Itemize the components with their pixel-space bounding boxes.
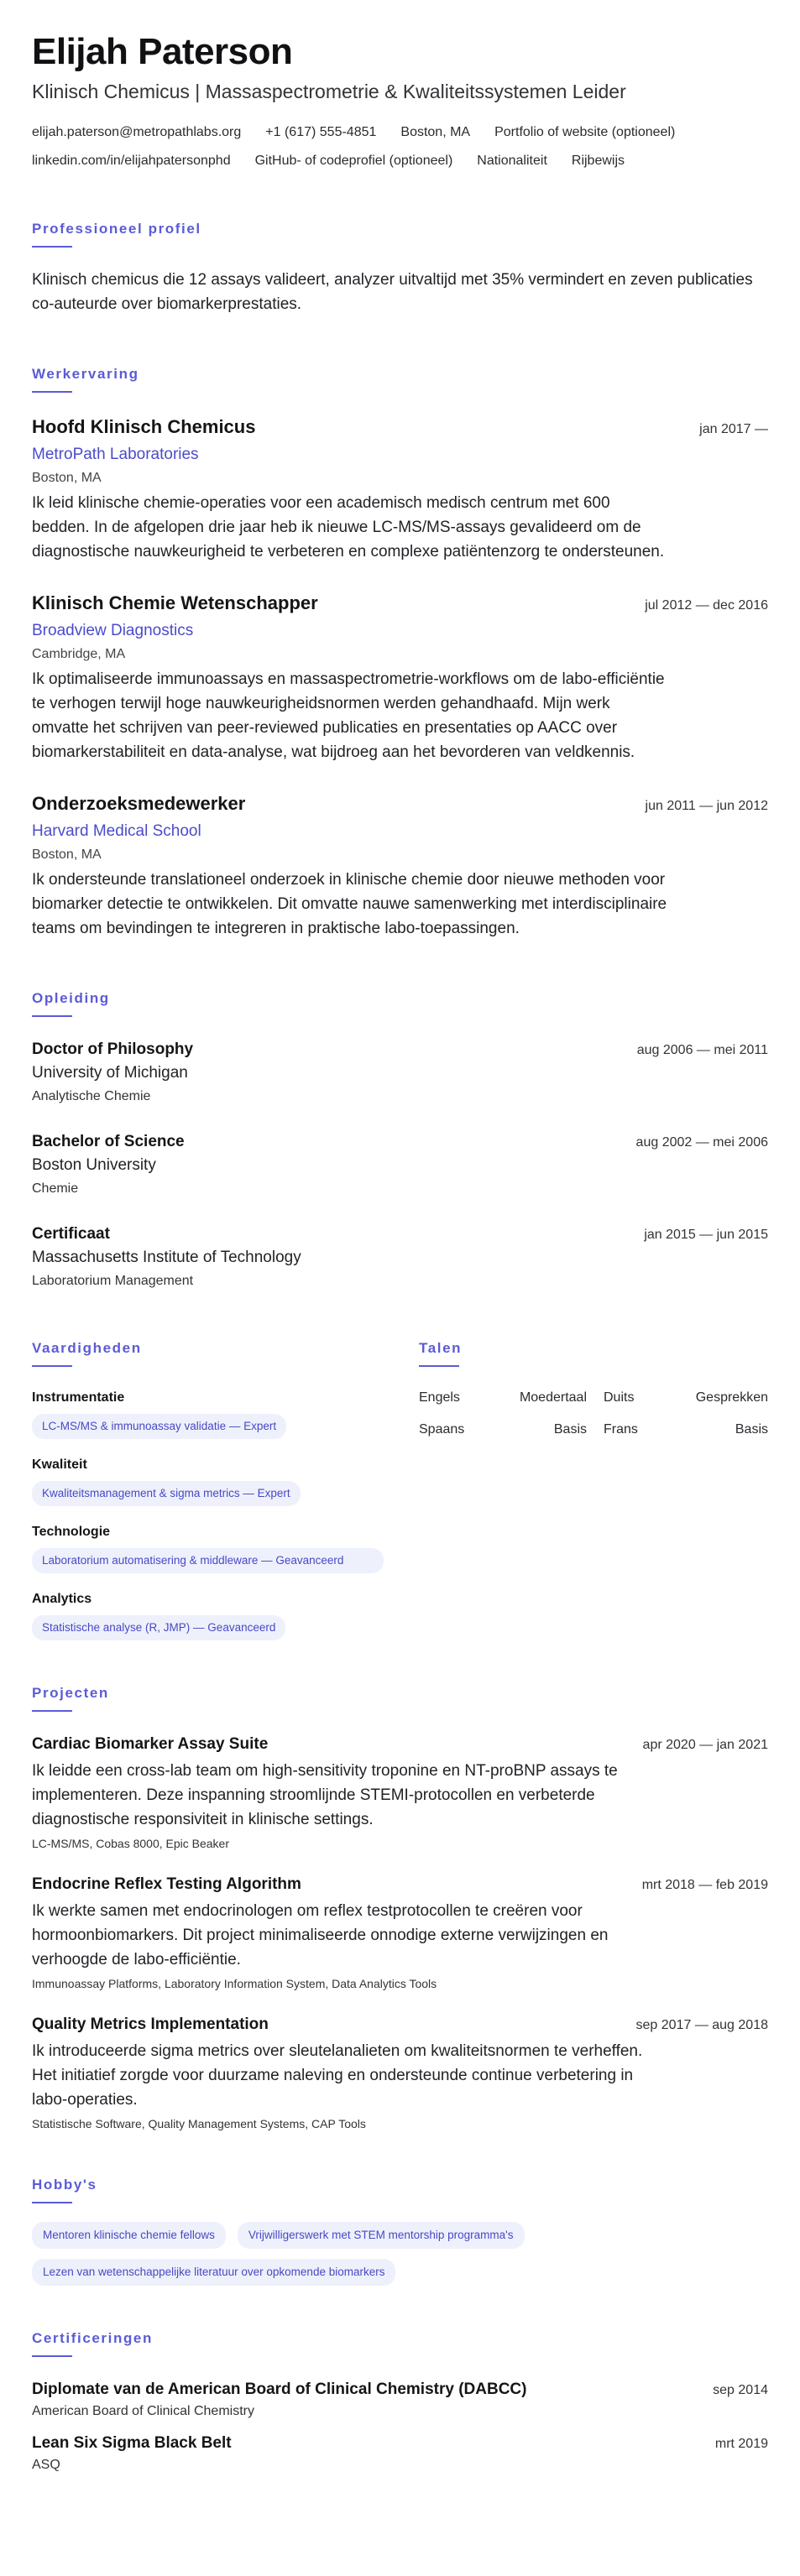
skill-chip: LC-MS/MS & immunoassay validatie — Expert [32,1414,286,1439]
skill-group [32,1590,384,1640]
education-field: Laboratorium Management [32,1274,194,1288]
certification-entry [32,2379,768,2421]
project-date: sep 2017 — aug 2018 [635,2018,768,2032]
section-divider [32,2202,72,2203]
certification-issuer: ASQ [32,2458,60,2472]
project-entry [32,2014,768,2132]
contact-list [32,123,768,171]
education-entry [32,1131,768,1198]
education-date: jan 2015 — jun 2015 [644,1228,768,1242]
education-entry [32,1039,768,1106]
language-name: Engels [419,1390,460,1405]
project-tech: Immunoassay Platforms, Laboratory Information System, Data Analytics Tools [32,1977,437,1990]
skill-group [32,1523,384,1573]
education-section [32,989,768,1291]
skill-group [32,1389,384,1439]
project-tech: Statistische Software, Quality Management Systems, CAP Tools [32,2117,366,2130]
section-divider [32,2355,72,2357]
job-location: Cambridge, MA [32,647,126,661]
section-divider [32,246,72,248]
skill-chip: Statistische analyse (R, JMP) — Geavanceerd [32,1615,285,1640]
certification-title: Diplomate van de American Board of Clinical Chemistry (DABCC) [32,2380,527,2398]
projects-section [32,1684,768,2132]
education-school: Massachusetts Institute of Technology [32,1249,301,1266]
education-degree: Bachelor of Science [32,1133,185,1150]
job-entry [32,791,768,941]
skills-section [32,1339,384,1640]
skills-languages-row [32,1339,768,1640]
language-item [419,1389,593,1407]
resume-header [32,30,768,171]
language-item [419,1421,593,1439]
certification-date: sep 2014 [713,2383,768,2397]
job-company: MetroPath Laboratories [32,446,199,463]
section-divider [32,1015,72,1017]
job-company: Harvard Medical School [32,822,201,840]
contact-email[interactable]: elijah.paterson@metropathlabs.org [32,125,242,139]
certification-date: mrt 2019 [714,2437,768,2451]
job-company: Broadview Diagnostics [32,622,194,639]
education-entry [32,1223,768,1291]
contact-github[interactable]: GitHub- of codeprofiel (optioneel) [254,154,453,168]
job-date: jan 2017 — [699,422,768,436]
contact-phone[interactable]: +1 (617) 555-4851 [265,125,377,139]
education-date: aug 2006 — mei 2011 [636,1043,768,1057]
project-description: Ik leidde een cross-lab team om high-sensitivity troponine en NT-proBNP assays te implementeren. Deze inspanning stroomlijnde STEMI-protocollen en verbeterde diagnostische responsiviteit in klinische settings. [32,1762,618,1828]
job-entry [32,415,768,564]
certification-title: Lean Six Sigma Black Belt [32,2434,232,2452]
candidate-headline: Klinisch Chemicus | Massaspectrometrie & Kwaliteitssystemen Leider [32,81,626,102]
project-title: Quality Metrics Implementation [32,2015,269,2033]
language-level: Gesprekken [695,1390,768,1405]
project-title: Endocrine Reflex Testing Algorithm [32,1875,301,1893]
section-title: Professioneel profiel [32,221,201,237]
project-title: Cardiac Biomarker Assay Suite [32,1735,269,1753]
section-title: Certificeringen [32,2330,153,2346]
job-title: Klinisch Chemie Wetenschapper [32,592,318,613]
section-title: Talen [419,1340,463,1356]
education-school: Boston University [32,1156,156,1174]
job-location: Boston, MA [32,847,102,862]
hobbies-section [32,2176,768,2286]
profile-summary: Klinisch chemicus die 12 assays valideert, analyzer uitvaltijd met 35% vermindert en zeven publicaties co-auteurde over biomarkerprestaties. [32,271,753,313]
project-description: Ik werkte samen met endocrinologen om reflex testprotocollen te creëren voor hormoonbiomarkers. Dit project minimaliseerde onnodige externe verwijzingen en verhoogde de labo-efficiëntie. [32,1902,609,1969]
skill-chip: Kwaliteitsmanagement & sigma metrics — Expert [32,1481,301,1506]
job-date: jul 2012 — dec 2016 [645,598,768,613]
contact-nationality: Nationaliteit [477,154,547,168]
hobby-chip: Mentoren klinische chemie fellows [32,2222,226,2249]
skill-label: Analytics [32,1592,92,1606]
skill-label: Kwaliteit [32,1457,87,1472]
languages-section [419,1339,768,1640]
project-date: apr 2020 — jan 2021 [642,1738,768,1752]
education-degree: Certificaat [32,1225,110,1243]
hobby-chip: Lezen van wetenschappelijke literatuur over opkomende biomarkers [32,2259,395,2286]
job-location: Boston, MA [32,471,102,485]
hobby-list [32,2222,670,2286]
education-date: aug 2002 — mei 2006 [635,1135,768,1150]
section-title: Vaardigheden [32,1340,142,1356]
profile-section [32,220,768,316]
section-title: Projecten [32,1685,109,1701]
language-level: Moedertaal [519,1390,587,1405]
job-title: Hoofd Klinisch Chemicus [32,416,256,437]
certification-entry [32,2433,768,2474]
certifications-section [32,2329,768,2474]
contact-portfolio[interactable]: Portfolio of website (optioneel) [494,125,676,139]
education-field: Chemie [32,1181,79,1196]
section-title: Werkervaring [32,366,139,382]
project-date: mrt 2018 — feb 2019 [641,1878,768,1892]
language-item [593,1389,768,1407]
project-entry [32,1874,768,1992]
skill-group [32,1456,384,1506]
language-name: Frans [604,1422,638,1437]
section-divider [32,1710,72,1712]
job-description: Ik optimaliseerde immunoassays en massaspectrometrie-workflows om de labo-efficiëntie te verhogen terwijl hoge nauwkeurigheidsnormen werden gehandhaafd. Mijn werk omvatte het schrijven van peer-reviewed publicaties en presentaties op AACC over biomarkerstabiliteit en data-analyse, wat bijdroeg aan het bevorderen van veldkennis. [32,670,665,761]
education-degree: Doctor of Philosophy [32,1040,194,1058]
section-title: Opleiding [32,990,110,1006]
section-title: Hobby's [32,2177,97,2193]
job-date: jun 2011 — jun 2012 [645,799,768,813]
language-level: Basis [735,1422,768,1437]
project-tech: LC-MS/MS, Cobas 8000, Epic Beaker [32,1837,229,1850]
language-name: Spaans [419,1422,465,1437]
education-field: Analytische Chemie [32,1089,151,1103]
candidate-name: Elijah Paterson [32,31,293,72]
language-item [593,1421,768,1439]
section-divider [32,391,72,393]
skill-label: Instrumentatie [32,1390,125,1405]
job-title: Onderzoeksmedewerker [32,793,246,814]
job-entry [32,591,768,764]
project-description: Ik introduceerde sigma metrics over sleutelanalieten om kwaliteitsnormen te verheffen. Het initiatief zorgde voor duurzame naleving en ondersteunde continue verbetering in labo-operaties. [32,2042,643,2109]
language-name: Duits [604,1390,635,1405]
job-description: Ik leid klinische chemie-operaties voor een academisch medisch centrum met 600 bedden. In de afgelopen drie jaar heb ik nieuwe LC-MS/MS-assays gevalideerd om de diagnostische nauwkeurigheid te verbeteren en complexe patiëntenzorg te ondersteunen. [32,494,665,561]
section-divider [32,1365,72,1367]
certification-issuer: American Board of Clinical Chemistry [32,2404,254,2418]
project-entry [32,1734,768,1852]
job-description: Ik ondersteunde translationeel onderzoek in klinische chemie door nieuwe methoden voor biomarker detectie te ontwikkelen. Dit omvatte nauwe samenwerking met interdisciplinaire teams om bevindingen te integreren in praktische labo-toepassingen. [32,871,667,937]
experience-section [32,365,768,941]
hobby-chip: Vrijwilligerswerk met STEM mentorship programma's [238,2222,525,2249]
skill-label: Technologie [32,1525,111,1539]
skill-chip: Laboratorium automatisering & middleware — Geavanceerd [32,1548,384,1573]
section-divider [419,1365,459,1367]
education-school: University of Michigan [32,1064,188,1082]
contact-linkedin[interactable]: linkedin.com/in/elijahpatersonphd [32,154,231,168]
contact-location: Boston, MA [400,125,471,139]
contact-drivers-license: Rijbewijs [571,154,625,168]
language-level: Basis [553,1422,587,1437]
language-list [419,1389,768,1452]
